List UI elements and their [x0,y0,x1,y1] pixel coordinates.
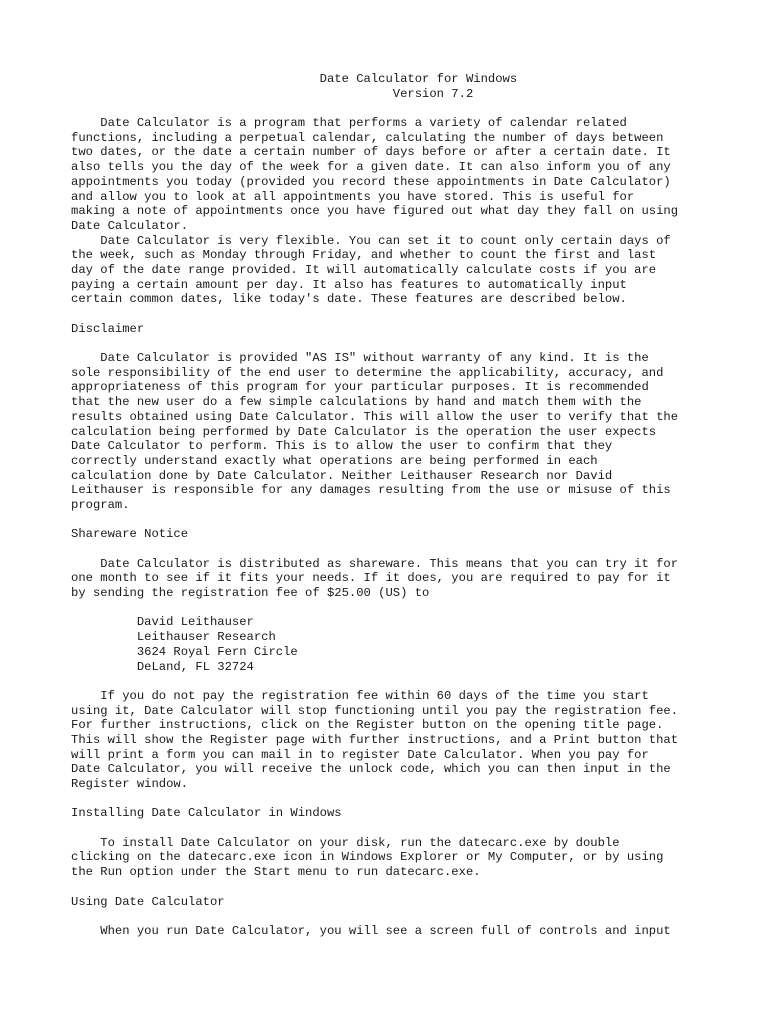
text-line: will print a form you can mail in to register Date Calculator. When you pay for [71,747,649,762]
blank-line [71,513,711,528]
text-line: This will show the Register page with further instructions, and a Print button that [71,732,679,747]
text-line: David Leithauser [71,615,254,630]
text-line: Date Calculator is distributed as shareware. This means that you can try it for [71,556,679,571]
text-line: using it, Date Calculator will stop functioning until you pay the registration fee. [71,703,679,718]
text-line: functions, including a perpetual calendar, calculating the number of days between [71,130,664,145]
text-line: day of the date range provided. It will automatically calculate costs if you are [71,262,657,277]
text-line: Leithauser is responsible for any damages resulting from the use or misuse of this [71,483,671,498]
text-line: also tells you the day of the week for a given date. It can also inform you of any [71,160,671,175]
text-line: Date Calculator. [71,218,189,233]
text-line: correctly understand exactly what operations are being performed in each [71,453,598,468]
text-line: Shareware Notice [71,527,189,542]
text-line: If you do not pay the registration fee within 60 days of the time you start [71,688,649,703]
blank-line [71,601,711,616]
text-line: the week, such as Monday through Friday, and whether to count the first and last [71,248,657,263]
text-line: Date Calculator to perform. This is to allow the user to confirm that they [71,439,613,454]
text-line: appointments you today (provided you record these appointments in Date Calculator) [71,174,671,189]
text-line: appropriateness of this program for your particular purposes. It is recommended [71,380,649,395]
text-line: making a note of appointments once you have figured out what day they fall on using [71,204,679,219]
text-line: that the new user do a few simple calculations by hand and match them with the [71,395,642,410]
text-line: Version 7.2 [71,86,474,101]
text-line: Date Calculator, you will receive the unlock code, which you can then input in the [71,762,671,777]
blank-line [71,674,711,689]
text-line: and allow you to look at all appointments you have stored. This is useful for [71,189,635,204]
text-line: calculation done by Date Calculator. Neither Leithauser Research nor David [71,468,613,483]
text-line: the Run option under the Start menu to run datecarc.exe. [71,865,481,880]
text-line: by sending the registration fee of $25.00 (US) to [71,586,430,601]
text-line: paying a certain amount per day. It also has features to automatically input [71,277,627,292]
text-line: program. [71,497,130,512]
text-line: Using Date Calculator [71,894,225,909]
text-line: Register window. [71,777,189,791]
text-line: clicking on the datecarc.exe icon in Windows Explorer or My Computer, or by using [71,850,664,865]
text-line: Date Calculator is a program that performs a variety of calendar related [71,116,627,131]
text-line: sole responsibility of the end user to determine the applicability, accuracy, and [71,365,664,380]
blank-line [71,336,711,351]
text-line: certain common dates, like today's date. These features are described below. [71,292,627,307]
text-line: calculation being performed by Date Calculator is the operation the user expects [71,424,657,439]
blank-line [71,821,711,836]
blank-line [71,307,711,322]
text-line: To install Date Calculator on your disk, run the datecarc.exe by double [71,835,620,850]
text-line: 3624 Royal Fern Circle [71,644,298,659]
text-line: DeLand, FL 32724 [71,659,254,674]
document-page [71,72,711,939]
text-line: Date Calculator is provided "AS IS" without warranty of any kind. It is the [71,351,649,366]
text-line: Installing Date Calculator in Windows [71,806,342,821]
blank-line [71,909,711,924]
text-line: Date Calculator for Windows [71,72,518,86]
text-line: Disclaimer [71,321,145,336]
text-line: Leithauser Research [71,630,276,645]
blank-line [71,101,711,116]
text-line: one month to see if it fits your needs. If it does, you are required to pay for it [71,571,671,586]
blank-line [71,792,711,807]
blank-line [71,542,711,557]
blank-line [71,880,711,895]
text-line: When you run Date Calculator, you will see a screen full of controls and input [71,923,671,938]
text-line: results obtained using Date Calculator. This will allow the user to verify that the [71,409,679,424]
text-line: For further instructions, click on the Register button on the opening title page. [71,718,664,733]
text-line: Date Calculator is very flexible. You can set it to count only certain days of [71,233,671,248]
text-line: two dates, or the date a certain number of days before or after a certain date. It [71,145,671,160]
